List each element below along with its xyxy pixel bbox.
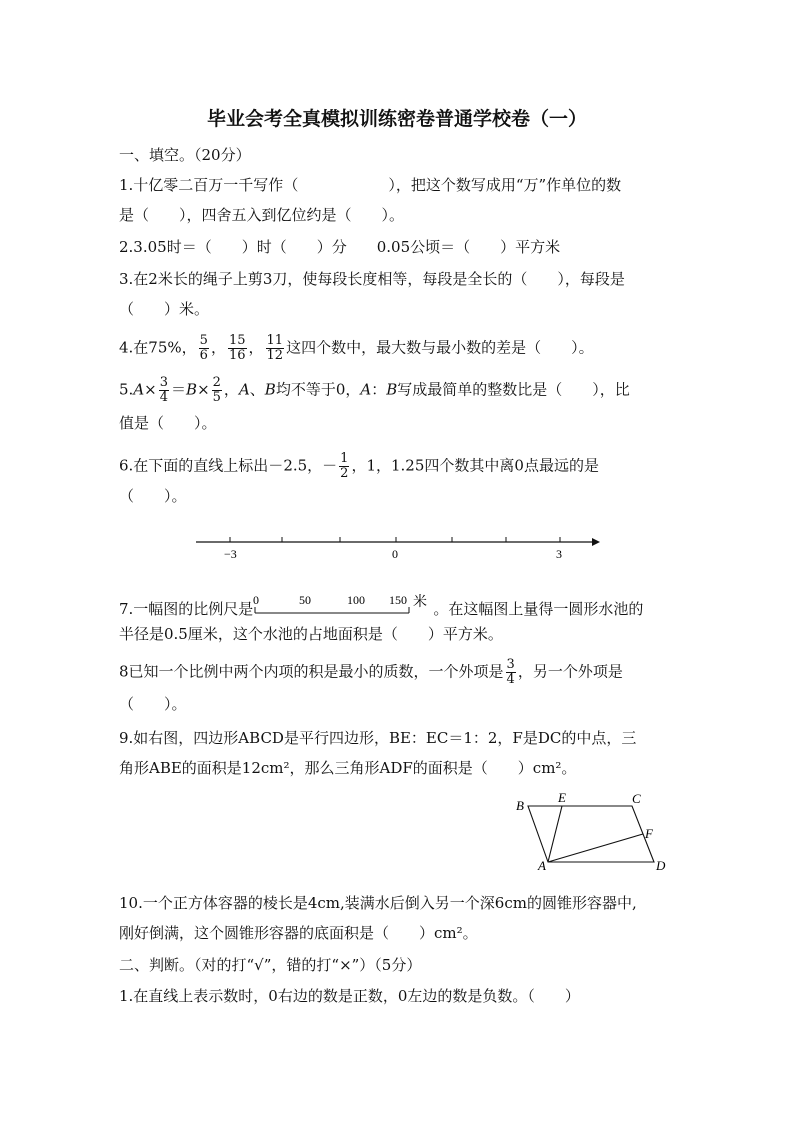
denominator: 2 xyxy=(340,466,349,481)
question-2: 2.3.05时＝（ ）时（ ）分 0.05公顷＝（ ）平方米 xyxy=(119,238,561,256)
fraction-15-16 xyxy=(228,334,247,363)
equals-sign: ＝ xyxy=(171,380,187,399)
numerator: 2 xyxy=(212,375,221,390)
fraction-1-2 xyxy=(339,452,349,481)
label-c: C xyxy=(632,791,641,806)
q6-prefix: 6.在下面的直线上标出－2.5，－ xyxy=(119,456,338,475)
q4-prefix: 4.在75%， xyxy=(119,338,197,357)
numerator: 3 xyxy=(506,657,515,672)
numerator: 3 xyxy=(159,375,169,390)
label-a: A xyxy=(538,858,546,873)
fraction-11-12 xyxy=(266,334,285,363)
numerator: 1 xyxy=(340,451,349,466)
denominator: 4 xyxy=(159,390,169,405)
q6-suffix: ，1，1.25四个数其中离0点最远的是 xyxy=(351,456,599,475)
axis-label-0: 0 xyxy=(392,547,398,561)
numerator: 5 xyxy=(199,333,208,348)
number-line xyxy=(190,528,610,564)
question-9-line-2: 角形ABE的面积是12cm²，那么三角形ADF的面积是（ ）cm²。 xyxy=(119,759,577,777)
fraction-2-5 xyxy=(212,376,222,405)
section-true-false-heading: 二、判断。（对的打“√”，错的打“×”）（5分） xyxy=(119,956,422,974)
var-a: A xyxy=(133,380,145,399)
scale-label: 150 xyxy=(389,594,408,607)
scale-bar xyxy=(253,594,433,618)
denominator: 5 xyxy=(212,390,221,405)
question-6-line-1 xyxy=(119,452,599,481)
q8-prefix: 8已知一个比例中两个内项的积是最小的质数，一个外项是 xyxy=(119,662,504,681)
label-f: F xyxy=(645,826,653,841)
question-7-line-1 xyxy=(119,594,643,619)
parallelogram-abcd xyxy=(528,806,654,862)
q7-prefix: 7.一幅图的比例尺是 xyxy=(119,600,254,618)
question-1-line-1: 1.十亿零二百万一千写作（ ），把这个数写成用“万”作单位的数 xyxy=(119,176,622,194)
separator: ， xyxy=(210,338,226,357)
var-b: B xyxy=(386,380,398,399)
segment-ae xyxy=(548,806,562,862)
q5-text: 写成最简单的整数比是（ ），比 xyxy=(397,380,630,399)
separator: ， xyxy=(248,338,264,357)
fraction-3-4 xyxy=(506,658,516,687)
question-3-line-2: （ ）米。 xyxy=(119,300,210,318)
question-7-line-2: 半径是0.5厘米，这个水池的占地面积是（ ）平方米。 xyxy=(119,625,503,643)
separator: 、 xyxy=(249,380,265,399)
question-8-line-2: （ ）。 xyxy=(119,695,187,713)
denominator: 16 xyxy=(228,348,246,363)
question-9-line-1: 9.如右图，四边形ABCD是平行四边形，BE：EC＝1：2，F是DC的中点，三 xyxy=(119,729,637,747)
numerator: 11 xyxy=(266,333,284,348)
label-b: B xyxy=(516,798,524,813)
times-sign: × xyxy=(197,380,210,399)
question-1-line-2: 是（ ），四舍五入到亿位约是（ ）。 xyxy=(119,206,405,224)
denominator: 12 xyxy=(266,348,284,363)
question-10-line-2: 刚好倒满，这个圆锥形容器的底面积是（ ）cm²。 xyxy=(119,924,478,942)
axis-label-neg3: −3 xyxy=(224,547,237,561)
comma: ， xyxy=(223,380,239,399)
fraction-3-4 xyxy=(159,376,169,405)
var-b: B xyxy=(264,380,276,399)
q4-suffix: 这四个数中，最大数与最小数的差是（ ）。 xyxy=(286,338,594,357)
numerator: 15 xyxy=(228,333,246,348)
var-a: A xyxy=(360,380,372,399)
scale-label: 0 xyxy=(253,594,260,607)
parallelogram-figure xyxy=(508,790,680,876)
arrow-head-icon xyxy=(592,538,600,546)
times-sign: × xyxy=(144,380,157,399)
scale-label: 50 xyxy=(299,594,312,607)
q5-text: 均不等于0， xyxy=(275,380,361,399)
axis-label-3: 3 xyxy=(556,547,562,561)
question-5-line-2: 值是（ ）。 xyxy=(119,414,217,432)
var-b: B xyxy=(186,380,198,399)
question-3-line-1: 3.在2米长的绳子上剪3刀，使每段长度相等，每段是全长的（ ），每段是 xyxy=(119,270,625,288)
denominator: 6 xyxy=(199,348,208,363)
question-5-line-1 xyxy=(119,376,630,405)
var-a: A xyxy=(238,380,250,399)
q5-number: 5. xyxy=(119,380,134,399)
question-4 xyxy=(119,334,594,363)
fraction-5-6 xyxy=(199,334,209,363)
page-title: 毕业会考全真模拟训练密卷普通学校卷（一） xyxy=(206,108,587,130)
question-6-line-2: （ ）。 xyxy=(119,487,187,505)
section-fill-blank-heading: 一、填空。（20分） xyxy=(119,146,251,164)
judge-question-1: 1.在直线上表示数时，0右边的数是正数，0左边的数是负数。（ ） xyxy=(119,987,580,1005)
colon: ： xyxy=(371,380,387,399)
label-e: E xyxy=(558,790,566,805)
question-10-line-1: 10.一个正方体容器的棱长是4cm,装满水后倒入另一个深6cm的圆锥形容器中, xyxy=(119,894,637,912)
segment-af xyxy=(548,834,643,862)
scale-unit: 米 xyxy=(413,595,428,610)
q8-suffix: ，另一个外项是 xyxy=(517,662,623,681)
question-8-line-1 xyxy=(119,658,623,687)
denominator: 4 xyxy=(506,672,515,687)
scale-label: 100 xyxy=(347,594,366,607)
label-d: D xyxy=(656,858,666,873)
q7-suffix: 。在这幅图上量得一圆形水池的 xyxy=(433,600,644,618)
